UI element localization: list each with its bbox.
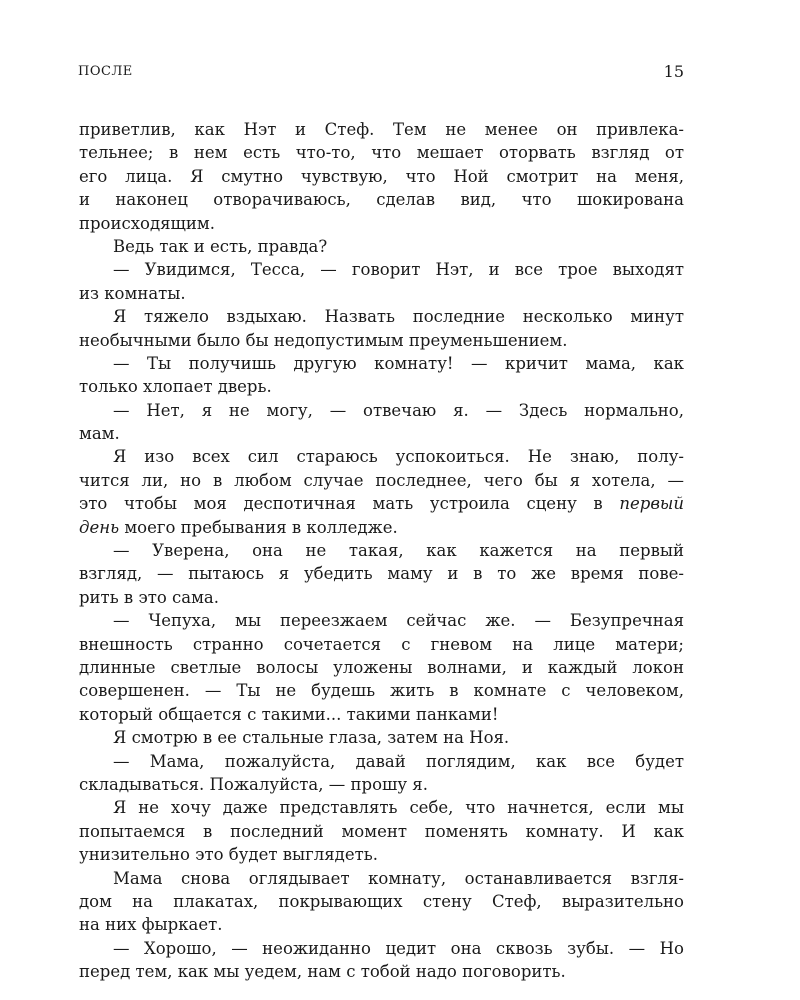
line-text: его лица. Я смутно чувствую, что Ной смотрит на меня, xyxy=(79,166,684,186)
line-text: Я тяжело вздыхаю. Назвать последние несколько минут xyxy=(113,307,684,327)
text-line xyxy=(79,445,684,468)
text-line xyxy=(79,469,684,492)
line-text: тельнее; в нем есть что-то, что мешает оторвать взгляд от xyxy=(79,143,684,163)
text-line xyxy=(79,329,684,352)
line-text: это чтобы моя деспотичная мать устроила сцену в xyxy=(79,494,620,514)
italic-text: первый xyxy=(619,494,684,514)
line-text: только хлопает дверь. xyxy=(79,377,272,397)
line-text: происходящим. xyxy=(79,213,215,233)
line-text: — Чепуха, мы переезжаем сейчас же. — Безупречная xyxy=(113,611,684,631)
line-text: — Хорошо, — неожиданно цедит она сквозь зубы. — Но xyxy=(113,938,684,958)
text-line xyxy=(79,422,684,445)
text-line xyxy=(79,726,684,749)
text-line xyxy=(79,656,684,679)
line-text: — Мама, пожалуйста, давай поглядим, как все будет xyxy=(113,751,684,771)
line-text: Я не хочу даже представлять себе, что начнется, если мы xyxy=(113,798,684,818)
text-line xyxy=(79,796,684,819)
text-line xyxy=(79,820,684,843)
line-text: из комнаты. xyxy=(79,283,186,303)
line-text: длинные светлые волосы уложены волнами, и каждый локон xyxy=(79,657,684,677)
line-text: складываться. Пожалуйста, — прошу я. xyxy=(79,774,428,794)
line-text: — Уверена, она не такая, как кажется на первый xyxy=(113,541,684,561)
text-line xyxy=(79,843,684,866)
text-line xyxy=(79,867,684,890)
line-text: Я изо всех сил стараюсь успокоиться. Не знаю, полу- xyxy=(113,447,684,467)
line-text: и наконец отворачиваюсь, сделав вид, что шокирована xyxy=(79,190,684,210)
text-line xyxy=(79,703,684,726)
text-line xyxy=(79,633,684,656)
line-text: — Ты получишь другую комнату! — кричит мама, как xyxy=(113,353,684,373)
line-text: попытаемся в последний момент поменять комнату. И как xyxy=(79,821,684,841)
text-line xyxy=(79,141,684,164)
text-line xyxy=(79,305,684,328)
text-line xyxy=(79,516,684,539)
text-line xyxy=(79,258,684,281)
text-line xyxy=(79,118,684,141)
line-text: который общается с такими... такими панками! xyxy=(79,704,499,724)
text-line xyxy=(79,235,684,258)
line-text: рить в это сама. xyxy=(79,587,219,607)
text-line xyxy=(79,562,684,585)
text-line xyxy=(79,586,684,609)
text-line xyxy=(79,960,684,983)
text-line xyxy=(79,282,684,305)
text-line xyxy=(79,773,684,796)
line-text: мам. xyxy=(79,424,120,444)
line-text: — Нет, я не могу, — отвечаю я. — Здесь нормально, xyxy=(113,400,684,420)
line-text: Мама снова оглядывает комнату, останавливается взгля- xyxy=(113,868,684,888)
line-text: Ведь так и есть, правда? xyxy=(113,236,328,256)
text-line xyxy=(79,937,684,960)
line-text: чится ли, но в любом случае последнее, чего бы я хотела, — xyxy=(79,470,684,490)
line-text: моего пребывания в колледже. xyxy=(119,517,398,537)
italic-text: день xyxy=(79,517,120,537)
text-line xyxy=(79,539,684,562)
line-text: внешность странно сочетается с гневом на лице матери; xyxy=(79,634,684,654)
line-text: дом на плакатах, покрывающих стену Стеф, выразительно xyxy=(79,891,684,911)
line-text: перед тем, как мы уедем, нам с тобой надо поговорить. xyxy=(79,962,566,982)
line-text: необычными было бы недопустимым преуменьшением. xyxy=(79,330,568,350)
text-line xyxy=(79,375,684,398)
line-text: приветлив, как Нэт и Стеф. Тем не менее он привлека- xyxy=(79,120,684,139)
text-line xyxy=(79,890,684,913)
line-text: унизительно это будет выглядеть. xyxy=(79,845,378,865)
line-text: совершенен. — Ты не будешь жить в комнате с человеком, xyxy=(79,681,684,701)
running-title: ПОСЛЕ xyxy=(78,64,133,79)
line-text: — Увидимся, Тесса, — говорит Нэт, и все трое выходят xyxy=(113,260,684,280)
page-number: 15 xyxy=(663,62,684,81)
line-text: на них фыркает. xyxy=(79,915,223,935)
text-line xyxy=(79,399,684,422)
text-line xyxy=(79,913,684,936)
text-line xyxy=(79,352,684,375)
text-line xyxy=(79,212,684,235)
text-line xyxy=(79,165,684,188)
text-line xyxy=(79,492,684,515)
text-line xyxy=(79,750,684,773)
text-line xyxy=(79,609,684,632)
line-text: взгляд, — пытаюсь я убедить маму и в то же время пове- xyxy=(79,564,684,584)
text-line xyxy=(79,679,684,702)
text-line xyxy=(79,188,684,211)
line-text: Я смотрю в ее стальные глаза, затем на Ноя. xyxy=(113,728,510,748)
body-text xyxy=(79,118,684,983)
